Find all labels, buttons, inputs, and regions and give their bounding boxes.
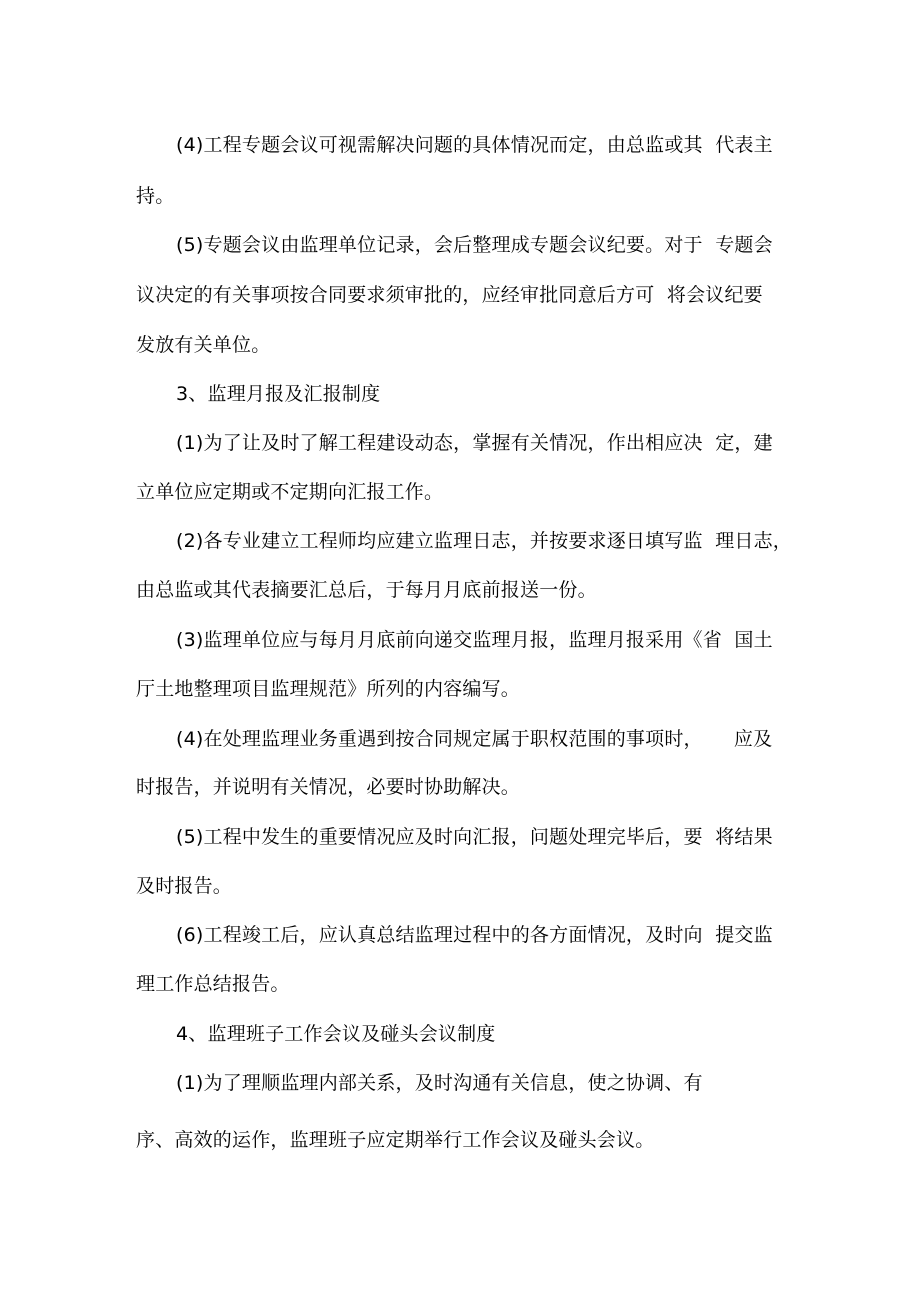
paragraph-line: 厅土地整理项目监理规范》所列的内容编写。 [136,678,521,700]
paragraph-line: (1)为了让及时了解工程建设动态，掌握有关情况，作出相应决 定，建 [176,432,773,454]
paragraph-line: (3)监理单位应与每月月底前向递交监理月报，监理月报采用《省 国土 [176,629,773,651]
paragraph-line: 发放有关单位。 [136,334,271,356]
paragraph-line: 议决定的有关事项按合同要求须审批的，应经审批同意后方可 将会议纪要 [136,284,763,306]
paragraph-line: (4)在处理监理业务重遇到按合同规定属于职权范围的事项时， 应及 [176,728,773,750]
paragraph-line: 及时报告。 [136,875,233,897]
paragraph-line: (4)工程专题会议可视需解决问题的具体情况而定，由总监或其 代表主 [176,134,773,156]
paragraph-line: 序、高效的运作，监理班子应定期举行工作会议及碰头会议。 [136,1129,655,1151]
paragraph-line: 由总监或其代表摘要汇总后，于每月月底前报送一份。 [136,579,597,601]
paragraph-line: (2)各专业建立工程师均应建立监理日志，并按要求逐日填写监 理日志， [176,530,792,552]
paragraph-line: (5)专题会议由监理单位记录，会后整理成专题会议纪要。对于 专题会 [176,234,773,256]
paragraph-line: 立单位应定期或不定期向汇报工作。 [136,481,444,503]
section-heading: 3、监理月报及汇报制度 [176,383,381,405]
paragraph-line: 时报告，并说明有关情况，必要时协助解决。 [136,776,521,798]
paragraph-line: 理工作总结报告。 [136,973,290,995]
paragraph-line: (5)工程中发生的重要情况应及时向汇报，问题处理完毕后，要 将结果 [176,826,773,848]
section-heading: 4、监理班子工作会议及碰头会议制度 [176,1023,496,1045]
paragraph-line: 持。 [136,185,175,207]
paragraph-line: (1)为了理顺监理内部关系，及时沟通有关信息，使之协调、有 [176,1072,703,1094]
paragraph-line: (6)工程竣工后，应认真总结监理过程中的各方面情况，及时向 提交监 [176,924,773,946]
